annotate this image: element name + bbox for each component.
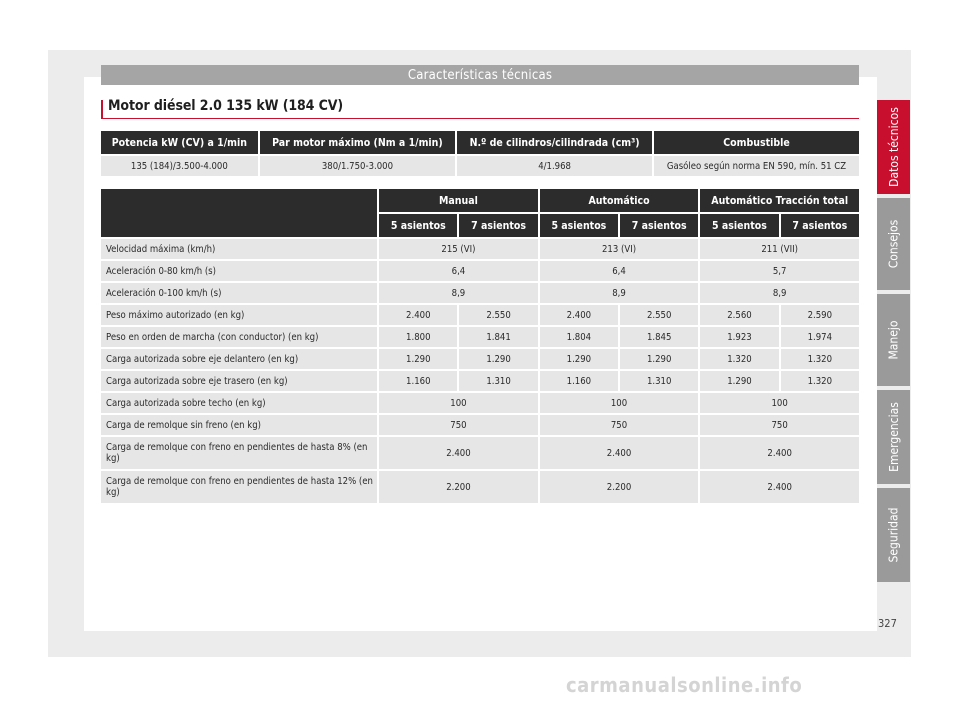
cell: 2.400 <box>379 305 457 325</box>
row-label: Aceleración 0-100 km/h (s) <box>101 283 377 303</box>
tab-label: Datos técnicos <box>886 107 901 187</box>
table-row <box>101 349 859 369</box>
page-title: Motor diésel 2.0 135 kW (184 CV) <box>108 98 344 114</box>
blank-header <box>101 189 377 237</box>
cell: 1.290 <box>540 349 618 369</box>
title-underline <box>101 118 859 119</box>
cell: 1.320 <box>781 371 859 391</box>
cell: 1.800 <box>379 327 457 347</box>
cell: 1.290 <box>700 371 778 391</box>
cell: 1.320 <box>781 349 859 369</box>
cell: 380/1.750-3.000 <box>260 156 455 176</box>
table-row <box>101 371 859 391</box>
table-row <box>101 437 859 469</box>
row-label: Carga de remolque sin freno (en kg) <box>101 415 377 435</box>
cell: 750 <box>379 415 538 435</box>
cell: 1.310 <box>459 371 537 391</box>
cell: Gasóleo según norma EN 590, mín. 51 CZ <box>654 156 859 176</box>
seats-header: 7 asientos <box>781 214 859 237</box>
cell: 1.290 <box>620 349 698 369</box>
cell: 2.590 <box>781 305 859 325</box>
cell: 8,9 <box>379 283 538 303</box>
cell: 211 (VII) <box>700 239 859 259</box>
table-row <box>101 239 859 259</box>
cell: 1.974 <box>781 327 859 347</box>
tab-label: Manejo <box>886 320 901 360</box>
cell: 135 (184)/3.500-4.000 <box>101 156 258 176</box>
watermark: carmanualsonline.info <box>566 673 803 697</box>
tab-label: Seguridad <box>886 507 901 563</box>
cell: 2.400 <box>379 437 538 469</box>
row-label: Peso en orden de marcha (con conductor) (en kg) <box>101 327 377 347</box>
group-header: Automático Tracción total <box>700 189 859 212</box>
subtitle-accent <box>101 100 103 118</box>
table-row <box>101 327 859 347</box>
row-label: Peso máximo autorizado (en kg) <box>101 305 377 325</box>
cell: 1.845 <box>620 327 698 347</box>
seats-header: 7 asientos <box>620 214 698 237</box>
row-label: Aceleración 0-80 km/h (s) <box>101 261 377 281</box>
row-label: Carga de remolque con freno en pendientes de hasta 12% (en kg) <box>101 471 377 503</box>
table-row <box>101 156 859 176</box>
cell: 1.290 <box>379 349 457 369</box>
section-title: Características técnicas <box>407 67 553 83</box>
engine-table <box>99 129 861 178</box>
table-header-row <box>101 131 859 154</box>
col-header: N.º de cilindros/cilindrada (cm³) <box>457 131 652 154</box>
cell: 8,9 <box>700 283 859 303</box>
cell: 1.320 <box>700 349 778 369</box>
cell: 1.804 <box>540 327 618 347</box>
tab-label: Consejos <box>886 219 901 269</box>
cell: 100 <box>700 393 859 413</box>
row-label: Carga autorizada sobre eje trasero (en kg) <box>101 371 377 391</box>
tab-label: Emergencias <box>886 402 901 472</box>
cell: 1.160 <box>379 371 457 391</box>
spec-table <box>99 187 861 505</box>
tab-manejo[interactable] <box>877 294 910 386</box>
cell: 1.841 <box>459 327 537 347</box>
seats-header: 7 asientos <box>459 214 537 237</box>
cell: 2.400 <box>700 471 859 503</box>
col-header: Potencia kW (CV) a 1/min <box>101 131 258 154</box>
cell: 1.160 <box>540 371 618 391</box>
tab-emergencias[interactable] <box>877 390 910 484</box>
cell: 1.923 <box>700 327 778 347</box>
group-header: Automático <box>540 189 699 212</box>
row-label: Velocidad máxima (km/h) <box>101 239 377 259</box>
section-header <box>101 65 859 85</box>
seats-header: 5 asientos <box>379 214 457 237</box>
cell: 8,9 <box>540 283 699 303</box>
cell: 100 <box>540 393 699 413</box>
table-row <box>101 305 859 325</box>
cell: 750 <box>540 415 699 435</box>
cell: 100 <box>379 393 538 413</box>
tab-seguridad[interactable] <box>877 488 910 582</box>
cell: 2.200 <box>379 471 538 503</box>
tab-consejos[interactable] <box>877 198 910 290</box>
seats-header: 5 asientos <box>540 214 618 237</box>
cell: 215 (VI) <box>379 239 538 259</box>
cell: 213 (VI) <box>540 239 699 259</box>
page-number: 327 <box>878 617 897 630</box>
table-row <box>101 283 859 303</box>
table-row <box>101 415 859 435</box>
cell: 2.200 <box>540 471 699 503</box>
group-header: Manual <box>379 189 538 212</box>
cell: 2.400 <box>700 437 859 469</box>
table-row <box>101 393 859 413</box>
col-header: Par motor máximo (Nm a 1/min) <box>260 131 455 154</box>
cell: 2.400 <box>540 305 618 325</box>
table-row <box>101 471 859 503</box>
cell: 1.310 <box>620 371 698 391</box>
cell: 2.400 <box>540 437 699 469</box>
cell: 4/1.968 <box>457 156 652 176</box>
row-label: Carga de remolque con freno en pendientes de hasta 8% (en kg) <box>101 437 377 469</box>
row-label: Carga autorizada sobre techo (en kg) <box>101 393 377 413</box>
cell: 2.550 <box>459 305 537 325</box>
seats-header: 5 asientos <box>700 214 778 237</box>
cell: 2.560 <box>700 305 778 325</box>
cell: 6,4 <box>540 261 699 281</box>
cell: 6,4 <box>379 261 538 281</box>
cell: 2.550 <box>620 305 698 325</box>
table-row <box>101 261 859 281</box>
cell: 750 <box>700 415 859 435</box>
row-label: Carga autorizada sobre eje delantero (en kg) <box>101 349 377 369</box>
table-header-row <box>101 189 859 212</box>
cell: 1.290 <box>459 349 537 369</box>
cell: 5,7 <box>700 261 859 281</box>
col-header: Combustible <box>654 131 859 154</box>
tab-datos-tecnicos[interactable] <box>877 100 910 194</box>
